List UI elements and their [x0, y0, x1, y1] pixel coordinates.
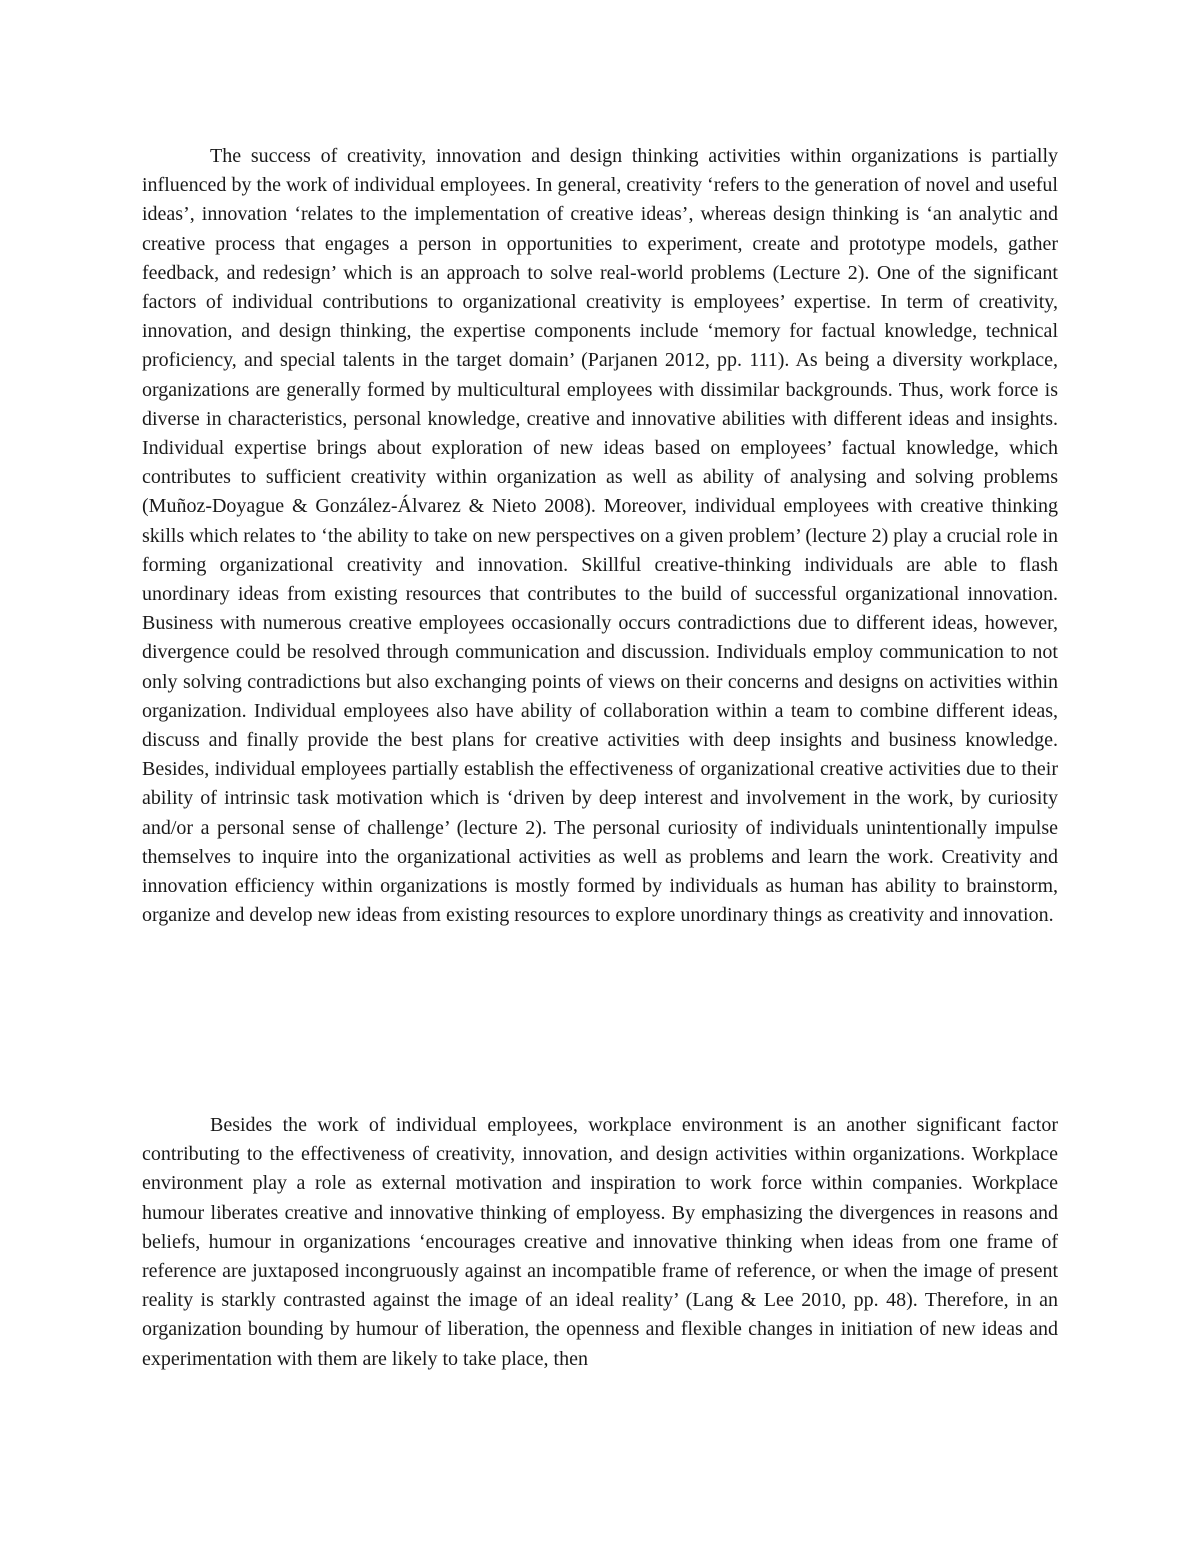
- body-paragraph-workplace-environment: Besides the work of individual employees, workplace environment is an another significant factor contributing to the effectiveness of creativity, innovation, and design activities within organizations. Workplace environment play a role as external motivation and inspiration to work force within companies. Workplace humour liberates creative and innovative thinking of employess. By emphasizing the divergences in reasons and beliefs, humour in organizations ‘encourages creative and innovative thinking when ideas from one frame of reference are juxtaposed incongruously against an incompatible frame of reference, or when the image of present reality is starkly contrasted against the image of an ideal reality’ (Lang & Lee 2010, pp. 48). Therefore, in an organization bounding by humour of liberation, the openness and flexible changes in initiation of new ideas and experimentation with them are likely to take place, then: [142, 1114, 1058, 1370]
- body-paragraph-individual-employees: The success of creativity, innovation and design thinking activities within organizations is partially influenced by the work of individual employees. In general, creativity ‘refers to the generation of novel and useful ideas’, innovation ‘relates to the implementation of creative ideas’, whereas design thinking is ‘an analytic and creative process that engages a person in opportunities to experiment, create and prototype models, gather feedback, and redesign’ which is an approach to solve real-world problems (Lecture 2). One of the significant factors of individual contributions to organizational creativity is employees’ expertise. In term of creativity, innovation, and design thinking, the expertise components include ‘memory for factual knowledge, technical proficiency, and special talents in the target domain’ (Parjanen 2012, pp. 111). As being a diversity workplace, organizations are generally formed by multicultural employees with dissimilar backgrounds. Thus, work force is diverse in characteristics, personal knowledge, creative and innovative abilities with different ideas and insights. Individual expertise brings about exploration of new ideas based on employees’ factual knowledge, which contributes to sufficient creativity within organization as well as ability of analysing and solving problems (Muñoz-Doyague & González-Álvarez & Nieto 2008). Moreover, individual employees with creative thinking skills which relates to ‘the ability to take on new perspectives on a given problem’ (lecture 2) play a crucial role in forming organizational creativity and innovation. Skillful creative-thinking individuals are able to flash unordinary ideas from existing resources that contributes to the build of successful organizational innovation. Business with numerous creative employees occasionally occurs contradictions due to different ideas, however, divergence could be resolved through communication and discussion. Individuals employ communication to not only solving contradictions but also exchanging points of views on their concerns and designs on activities within organization. Individual employees also have ability of collaboration within a team to combine different ideas, discuss and finally provide the best plans for creative activities with deep insights and business knowledge. Besides, individual employees partially establish the effectiveness of organizational creative activities due to their ability of intrinsic task motivation which is ‘driven by deep interest and involvement in the work, by curiosity and/or a personal sense of challenge’ (lecture 2). The personal curiosity of individuals unintentionally impulse themselves to inquire into the organizational activities as well as problems and learn the work. Creativity and innovation efficiency within organizations is mostly formed by individuals as human has ability to brainstorm, organize and develop new ideas from existing resources to explore unordinary things as creativity and innovation.: [142, 145, 1058, 927]
